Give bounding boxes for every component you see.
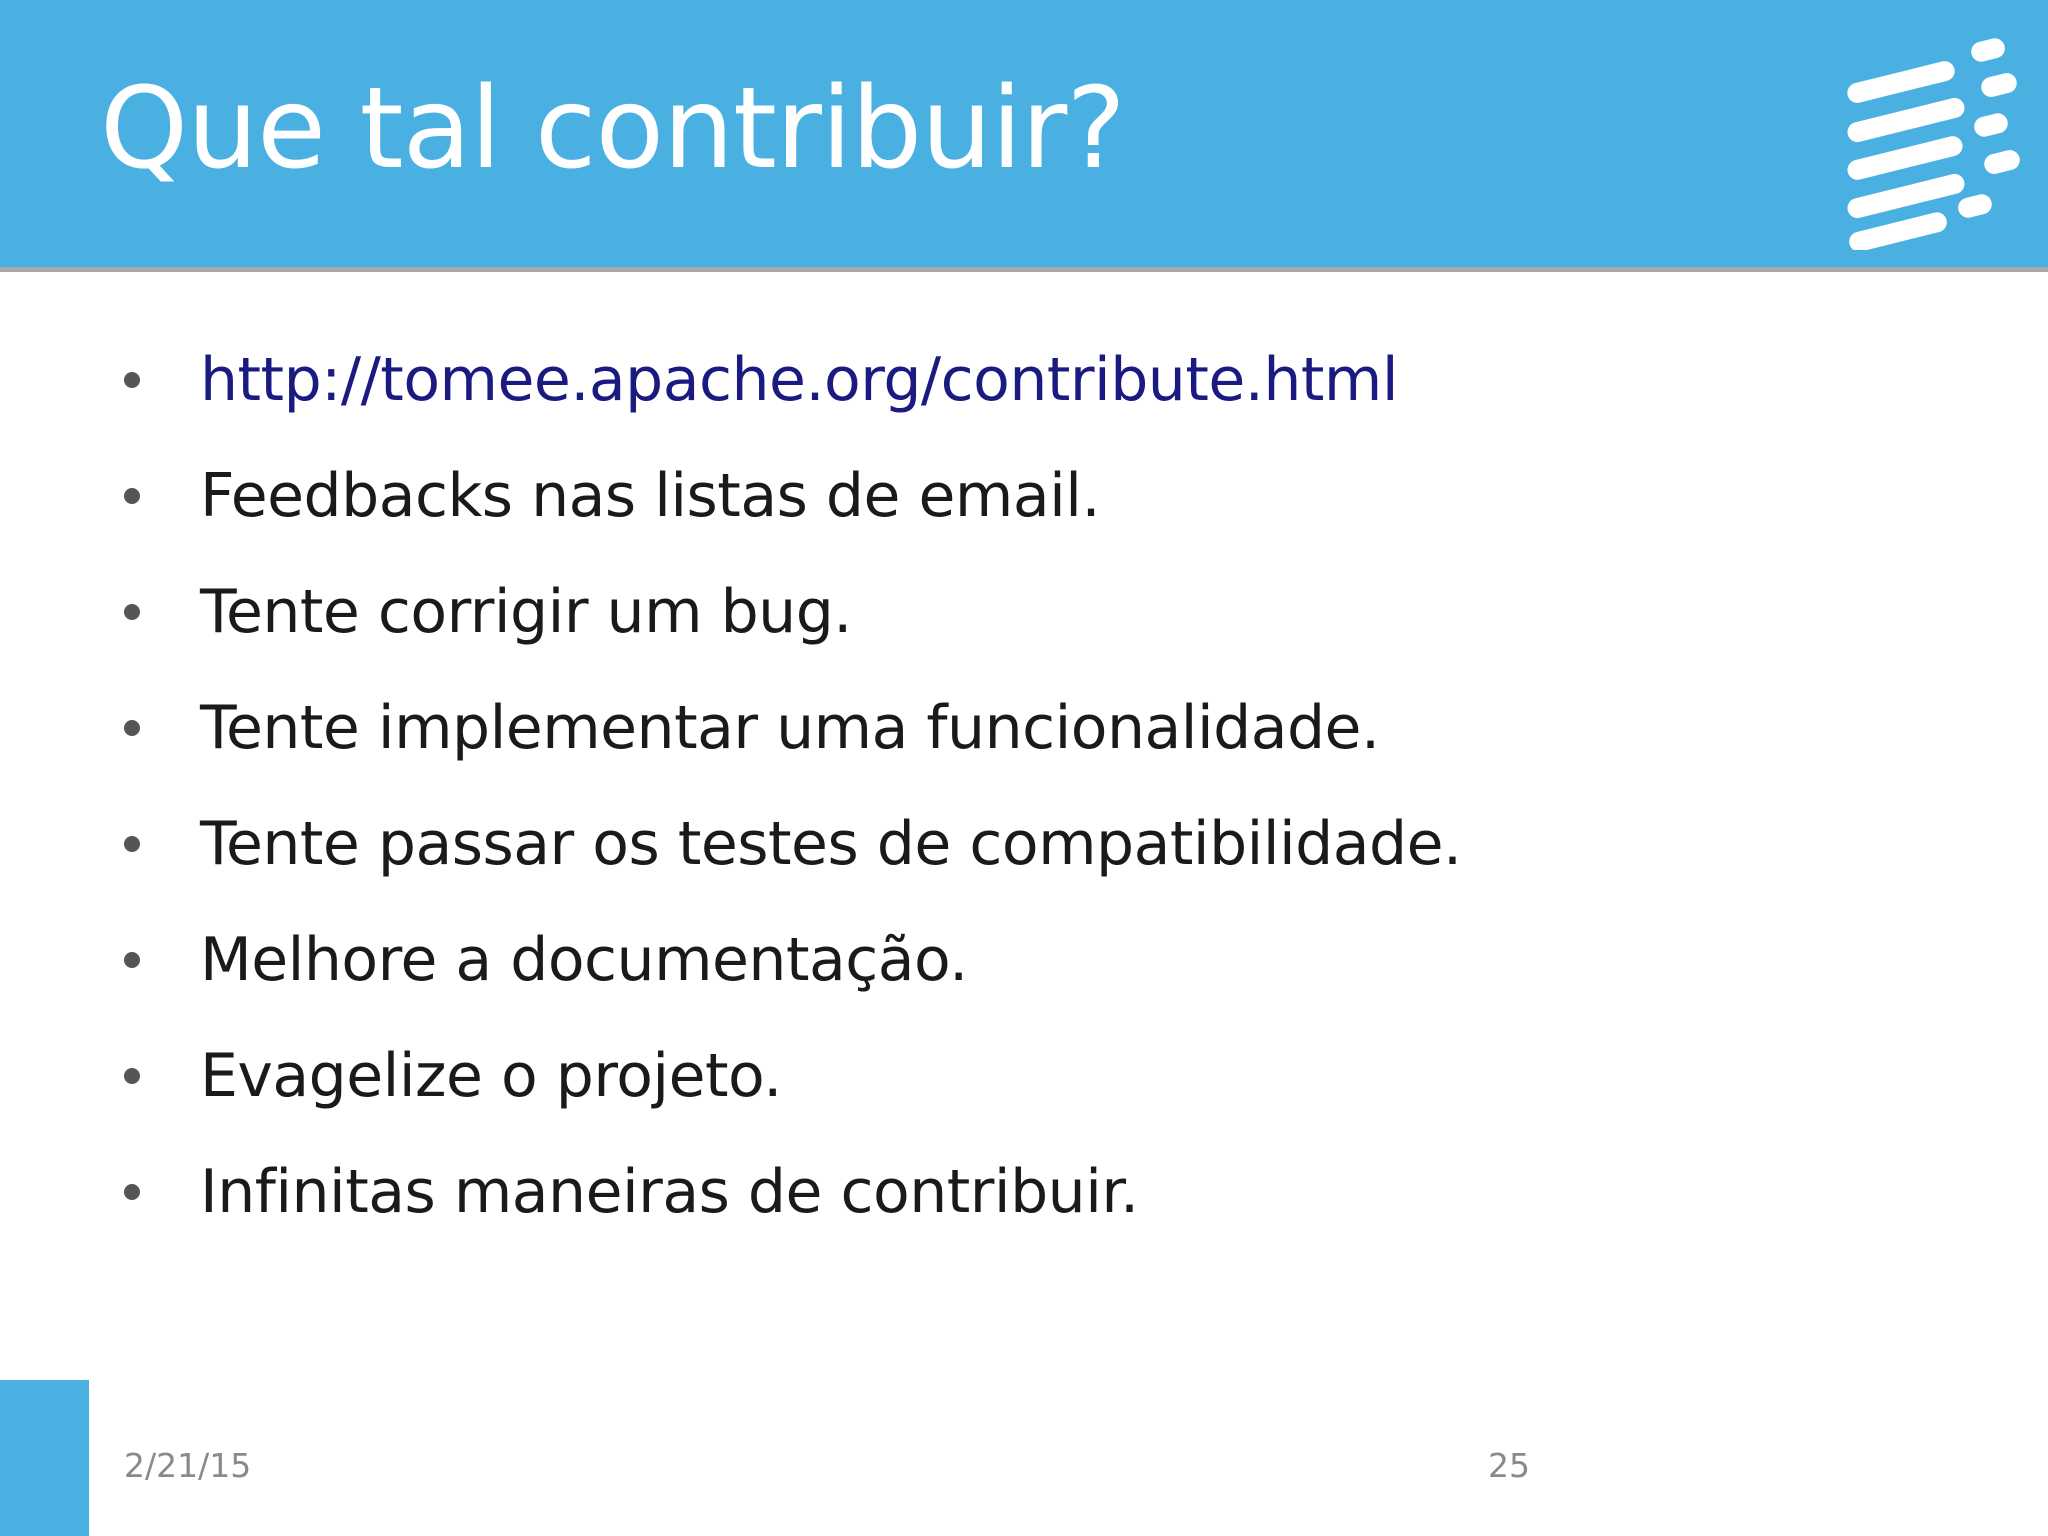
bullet-text: Feedbacks nas listas de email. [200,461,1101,531]
bullet-text: Tente implementar uma funcionalidade. [200,693,1380,763]
bullet-item [118,1134,1968,1250]
bullet-item [118,902,1968,1018]
bullet-dot-icon [124,1184,140,1200]
bullet-item [118,438,1968,554]
bullet-item [118,1018,1968,1134]
bullet-dot-icon [124,488,140,504]
bullet-text: Tente corrigir um bug. [200,577,852,647]
bullet-dot-icon [124,604,140,620]
slide-date: 2/21/15 [124,1446,252,1485]
bullet-dot-icon [124,1068,140,1084]
tomee-stripes-logo-icon [1846,30,2026,250]
footer-accent-bar [0,1380,89,1536]
bullet-item [118,670,1968,786]
bullet-item [118,786,1968,902]
bullet-dot-icon [124,372,140,388]
bullet-text: Melhore a documentação. [200,925,968,995]
contribute-link[interactable]: http://tomee.apache.org/contribute.html [200,345,1399,415]
bullet-dot-icon [124,952,140,968]
bullet-text: Infinitas maneiras de contribuir. [200,1157,1139,1227]
slide-title: Que tal contribuir? [100,64,1125,194]
slide-header [0,0,2048,272]
bullet-dot-icon [124,836,140,852]
bullet-item [118,554,1968,670]
bullet-text: Evagelize o projeto. [200,1041,782,1111]
bullet-item [118,322,1968,438]
bullet-text: Tente passar os testes de compatibilidade. [200,809,1462,879]
bullet-list [118,322,1968,1250]
slide-page-number: 25 [1488,1446,1530,1485]
bullet-dot-icon [124,720,140,736]
